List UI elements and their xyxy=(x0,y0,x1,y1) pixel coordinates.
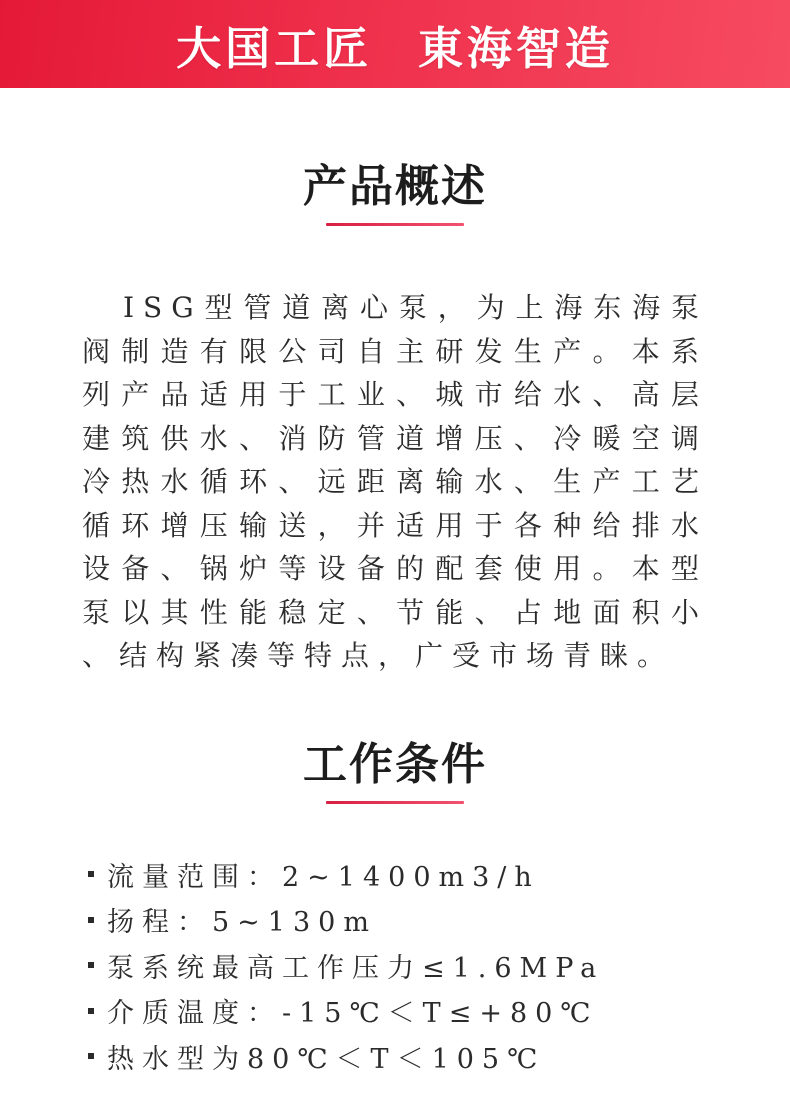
list-item xyxy=(88,943,730,989)
spec-max-pressure: 泵系统最高工作压力≤1.6MPa xyxy=(107,952,605,984)
list-item xyxy=(88,988,730,1034)
bullet-icon xyxy=(88,1008,94,1014)
list-item xyxy=(88,852,730,898)
overview-section xyxy=(0,161,790,678)
header-banner xyxy=(0,0,790,88)
working-conditions-section-title: 工作条件 xyxy=(303,738,487,790)
spec-list xyxy=(88,852,730,1080)
working-conditions-title-underline xyxy=(326,801,464,804)
overview-section-title: 产品概述 xyxy=(303,161,487,212)
list-item xyxy=(88,897,730,943)
bullet-icon xyxy=(88,917,94,923)
spec-flow-range: 流量范围：2~1400m3/h xyxy=(107,861,540,893)
spec-medium-temperature: 介质温度：-15℃＜T≤+80℃ xyxy=(107,998,599,1030)
bullet-icon xyxy=(88,871,94,877)
working-conditions-section xyxy=(0,738,790,1080)
banner-slogan: 大国工匠 東海智造 xyxy=(176,21,614,75)
spec-head-range: 扬程：5~130m xyxy=(107,907,377,939)
overview-title-underline xyxy=(326,223,464,226)
bullet-icon xyxy=(88,1053,94,1059)
spec-hot-water-temperature: 热水型为80℃＜T＜105℃ xyxy=(107,1043,546,1075)
list-item xyxy=(88,1034,730,1080)
overview-paragraph: ISG型管道离心泵，为上海东海泵阀制造有限公司自主研发生产。本系列产品适用于工业、城市给水、高层建筑供水、消防管道增压、冷暖空调冷热水循环、远距离输水、生产工艺循环增压输送，并适用于各种给排水设备、锅炉等设备的配套使用。本型泵以其性能稳定、节能、占地面积小、结构紧凑等特点，广受市场青睐。 xyxy=(82,291,708,672)
bullet-icon xyxy=(88,962,94,968)
